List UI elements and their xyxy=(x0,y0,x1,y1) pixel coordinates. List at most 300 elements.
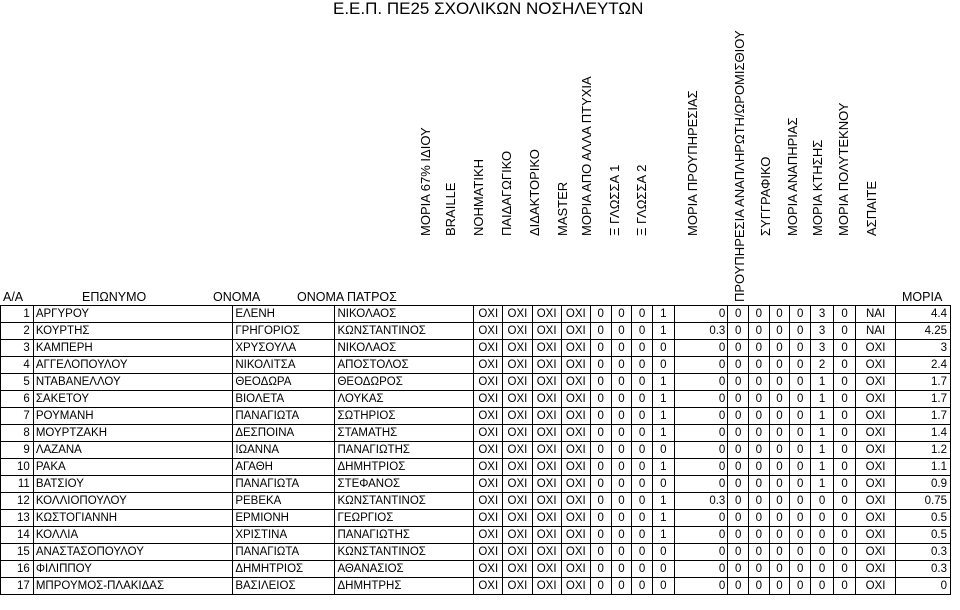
table-cell: 0 xyxy=(769,306,790,323)
table-cell: 0 xyxy=(728,408,749,425)
table-cell: ΚΩΝΣΤΑΝΤΙΝΟΣ xyxy=(335,493,474,510)
table-cell: 1.7 xyxy=(896,391,951,408)
table-cell: ΟΧΙ xyxy=(856,357,896,374)
table-cell: ΟΧΙ xyxy=(561,306,590,323)
table-cell: 14 xyxy=(1,527,34,544)
table-cell: 0 xyxy=(611,493,632,510)
table-cell: 0.9 xyxy=(896,476,951,493)
table-cell: ΟΧΙ xyxy=(474,510,503,527)
table-cell: 0 xyxy=(790,442,811,459)
table-cell: 0 xyxy=(674,306,728,323)
table-cell: 0 xyxy=(790,323,811,340)
table-cell: 0 xyxy=(652,357,674,374)
table-cell: 1 xyxy=(652,306,674,323)
results-table xyxy=(0,305,951,595)
table-cell: 0 xyxy=(790,578,811,595)
table-cell: ΟΧΙ xyxy=(532,442,561,459)
vertical-header-12: ΣΥΓΓΡΑΦΙΚΟ xyxy=(758,156,773,236)
table-cell: ΘΕΟΔΩΡΑ xyxy=(233,374,335,391)
table-cell: 0 xyxy=(748,442,769,459)
table-cell: 0 xyxy=(632,357,653,374)
table-cell: ΑΠΟΣΤΟΛΟΣ xyxy=(335,357,474,374)
table-cell: ΚΟΛΛΙΑ xyxy=(33,527,232,544)
table-cell: 2 xyxy=(811,357,834,374)
table-cell: ΟΧΙ xyxy=(474,476,503,493)
table-cell: 0 xyxy=(834,408,856,425)
table-cell: ΣΤΑΜΑΤΗΣ xyxy=(335,425,474,442)
table-row xyxy=(1,527,951,544)
table-cell: 0 xyxy=(611,425,632,442)
table-cell: ΟΧΙ xyxy=(474,561,503,578)
table-cell: ΕΡΜΙΟΝΗ xyxy=(233,510,335,527)
table-cell: 0 xyxy=(834,306,856,323)
table-cell: ΟΧΙ xyxy=(561,340,590,357)
table-cell: ΟΧΙ xyxy=(856,425,896,442)
table-cell: ΔΗΜΗΤΡΙΟΣ xyxy=(335,459,474,476)
table-cell: ΟΧΙ xyxy=(474,391,503,408)
table-cell: 0 xyxy=(769,510,790,527)
table-cell: 0 xyxy=(748,510,769,527)
table-cell: ΡΟΥΜΑΝΗ xyxy=(33,408,232,425)
table-cell: 0 xyxy=(590,527,611,544)
table-cell: 0 xyxy=(674,561,728,578)
table-row xyxy=(1,459,951,476)
table-cell: 0 xyxy=(790,306,811,323)
table-cell: 0 xyxy=(590,408,611,425)
table-cell: 1 xyxy=(652,493,674,510)
table-cell: 0 xyxy=(674,391,728,408)
table-cell: 0 xyxy=(652,340,674,357)
table-cell: 0 xyxy=(632,561,653,578)
table-cell: 0 xyxy=(748,357,769,374)
table-cell: 1.4 xyxy=(896,425,951,442)
table-cell: ΝΙΚΟΛΙΤΣΑ xyxy=(233,357,335,374)
table-cell: 0 xyxy=(834,374,856,391)
table-cell: ΟΧΙ xyxy=(561,357,590,374)
vertical-header-6: MASTER xyxy=(555,181,570,236)
table-cell: ΟΧΙ xyxy=(561,493,590,510)
table-cell: 0 xyxy=(611,357,632,374)
table-cell: 1 xyxy=(652,510,674,527)
table-cell: ΟΧΙ xyxy=(856,561,896,578)
table-cell: 0 xyxy=(811,493,834,510)
table-cell: ΠΑΝΑΓΙΩΤΗΣ xyxy=(335,442,474,459)
vertical-header-2: BRAILLE xyxy=(443,182,458,236)
table-cell: 7 xyxy=(1,408,34,425)
table-cell: ΟΧΙ xyxy=(503,323,532,340)
table-cell: 0 xyxy=(748,476,769,493)
table-cell: ΟΧΙ xyxy=(532,510,561,527)
table-cell: ΙΩΑΝΝΑ xyxy=(233,442,335,459)
vertical-header-7: ΜΟΡΙΑ ΑΠΟ ΑΛΛΑ ΠΤΥΧΙΑ xyxy=(579,76,594,236)
table-cell: ΣΤΕΦΑΝΟΣ xyxy=(335,476,474,493)
table-cell: 5 xyxy=(1,374,34,391)
table-cell: 0 xyxy=(590,306,611,323)
table-cell: 0 xyxy=(632,510,653,527)
table-cell: ΟΧΙ xyxy=(561,544,590,561)
table-cell: ΟΧΙ xyxy=(856,459,896,476)
table-cell: ΟΧΙ xyxy=(856,578,896,595)
table-cell: 0 xyxy=(811,527,834,544)
table-cell: 0 xyxy=(769,476,790,493)
table-cell: 0 xyxy=(674,459,728,476)
table-cell: 0 xyxy=(769,357,790,374)
table-cell: 0 xyxy=(728,306,749,323)
table-cell: 0 xyxy=(748,561,769,578)
table-cell: 0 xyxy=(769,408,790,425)
table-cell: ΠΑΝΑΓΙΩΤΑ xyxy=(233,408,335,425)
table-cell: 0 xyxy=(834,527,856,544)
table-cell: 0 xyxy=(674,578,728,595)
table-cell: 0 xyxy=(790,391,811,408)
table-cell: 0 xyxy=(748,374,769,391)
table-cell: 0 xyxy=(748,459,769,476)
table-cell: 0 xyxy=(748,340,769,357)
table-cell: 3 xyxy=(896,340,951,357)
vertical-header-15: ΜΟΡΙΑ ΠΟΛΥΤΕΚΝΟΥ xyxy=(836,102,851,236)
table-cell: ΟΧΙ xyxy=(474,544,503,561)
table-cell: ΧΡΥΣΟΥΛΑ xyxy=(233,340,335,357)
table-cell: 0 xyxy=(632,408,653,425)
table-cell: ΟΧΙ xyxy=(532,306,561,323)
table-cell: 0 xyxy=(790,459,811,476)
table-cell: ΟΧΙ xyxy=(856,527,896,544)
table-cell: 0 xyxy=(632,476,653,493)
table-cell: 0 xyxy=(611,561,632,578)
table-cell: ΔΗΜΗΤΡΗΣ xyxy=(335,578,474,595)
table-cell: 0 xyxy=(769,561,790,578)
table-cell: 0 xyxy=(790,340,811,357)
table-cell: 1 xyxy=(811,408,834,425)
table-cell: 0 xyxy=(748,578,769,595)
table-cell: 0 xyxy=(811,578,834,595)
table-cell: 0 xyxy=(728,459,749,476)
table-cell: ΟΧΙ xyxy=(503,357,532,374)
table-cell: ΟΧΙ xyxy=(474,306,503,323)
table-cell: ΟΧΙ xyxy=(474,425,503,442)
table-cell: 0 xyxy=(790,476,811,493)
table-cell: 0 xyxy=(728,544,749,561)
table-cell: 2 xyxy=(1,323,34,340)
table-cell: 1.7 xyxy=(896,374,951,391)
table-cell: 0 xyxy=(728,425,749,442)
table-cell: ΟΧΙ xyxy=(856,493,896,510)
table-cell: ΟΧΙ xyxy=(561,527,590,544)
table-cell: ΟΧΙ xyxy=(474,340,503,357)
table-cell: 0 xyxy=(834,391,856,408)
table-cell: 0 xyxy=(769,323,790,340)
table-cell: 1.2 xyxy=(896,442,951,459)
table-cell: ΟΧΙ xyxy=(561,374,590,391)
table-cell: ΟΧΙ xyxy=(503,578,532,595)
table-cell: 0 xyxy=(790,425,811,442)
table-cell: 0 xyxy=(674,510,728,527)
table-cell: ΡΕΒΕΚΑ xyxy=(233,493,335,510)
table-cell: 11 xyxy=(1,476,34,493)
table-cell: ΟΧΙ xyxy=(503,425,532,442)
table-cell: 0.3 xyxy=(674,493,728,510)
table-cell: ΑΓΑΘΗ xyxy=(233,459,335,476)
table-cell: 0 xyxy=(590,476,611,493)
vertical-header-1: ΜΟΡΙΑ 67% ΙΔΙΟΥ xyxy=(418,127,433,236)
table-cell: 0 xyxy=(590,544,611,561)
table-cell: ΡΑΚΑ xyxy=(33,459,232,476)
table-cell: ΚΩΣΤΟΓΙΑΝΝΗ xyxy=(33,510,232,527)
table-cell: 0 xyxy=(674,374,728,391)
table-cell: ΟΧΙ xyxy=(474,578,503,595)
table-cell: 0 xyxy=(632,340,653,357)
table-cell: ΚΑΜΠΕΡΗ xyxy=(33,340,232,357)
table-cell: 0 xyxy=(834,510,856,527)
table-cell: ΟΧΙ xyxy=(561,510,590,527)
table-cell: 8 xyxy=(1,425,34,442)
table-cell: 0 xyxy=(590,578,611,595)
table-cell: ΟΧΙ xyxy=(503,493,532,510)
table-cell: ΟΧΙ xyxy=(503,306,532,323)
table-cell: 0 xyxy=(811,561,834,578)
table-cell: 2.4 xyxy=(896,357,951,374)
table-cell: 0 xyxy=(590,323,611,340)
table-cell: 0 xyxy=(834,578,856,595)
table-cell: 0 xyxy=(790,357,811,374)
vertical-header-9: Ξ ΓΛΩΣΣΑ 2 xyxy=(634,164,649,236)
table-cell: 0 xyxy=(748,527,769,544)
table-cell: 0 xyxy=(748,306,769,323)
table-cell: 1 xyxy=(652,323,674,340)
table-cell: ΟΧΙ xyxy=(532,578,561,595)
table-cell: 1 xyxy=(652,391,674,408)
table-cell: 0 xyxy=(728,578,749,595)
table-cell: 0 xyxy=(590,459,611,476)
table-cell: 0 xyxy=(790,408,811,425)
table-cell: ΣΑΚΕΤΟΥ xyxy=(33,391,232,408)
table-cell: ΜΠΡΟΥΜΟΣ-ΠΛΑΚΙΔΑΣ xyxy=(33,578,232,595)
table-cell: ΟΧΙ xyxy=(503,476,532,493)
table-row xyxy=(1,425,951,442)
table-cell: 0 xyxy=(769,578,790,595)
table-cell: ΟΧΙ xyxy=(532,425,561,442)
table-cell: 0 xyxy=(611,374,632,391)
table-cell: ΟΧΙ xyxy=(561,323,590,340)
table-cell: 0 xyxy=(590,340,611,357)
table-cell: ΟΧΙ xyxy=(503,408,532,425)
table-cell: 0 xyxy=(674,425,728,442)
table-cell: ΟΧΙ xyxy=(856,442,896,459)
table-cell: 1 xyxy=(652,527,674,544)
table-cell: 0 xyxy=(728,323,749,340)
table-cell: ΚΟΥΡΤΗΣ xyxy=(33,323,232,340)
table-cell: 0 xyxy=(674,476,728,493)
table-cell: 0 xyxy=(652,544,674,561)
vertical-header-3: ΝΟΗΜΑΤΙΚΗ xyxy=(471,158,486,236)
table-cell: 0 xyxy=(611,442,632,459)
table-cell: ΟΧΙ xyxy=(532,544,561,561)
table-cell: 0 xyxy=(611,340,632,357)
table-cell: 0 xyxy=(674,340,728,357)
table-row xyxy=(1,306,951,323)
table-row xyxy=(1,510,951,527)
table-cell: 0 xyxy=(590,493,611,510)
table-cell: 0 xyxy=(611,391,632,408)
table-cell: 0 xyxy=(728,374,749,391)
table-cell: ΑΡΓΥΡΟΥ xyxy=(33,306,232,323)
table-cell: 0 xyxy=(769,527,790,544)
table-cell: 0 xyxy=(652,442,674,459)
table-cell: 0 xyxy=(611,476,632,493)
table-cell: 0 xyxy=(590,442,611,459)
table-cell: 0 xyxy=(611,510,632,527)
table-cell: ΛΑΖΑΝΑ xyxy=(33,442,232,459)
table-cell: 15 xyxy=(1,544,34,561)
table-cell: 3 xyxy=(1,340,34,357)
table-cell: 0 xyxy=(769,459,790,476)
table-cell: 0 xyxy=(790,544,811,561)
vertical-header-10: ΜΟΡΙΑ ΠΡΟΥΠΗΡΕΣΙΑΣ xyxy=(685,90,700,236)
table-cell: ΟΧΙ xyxy=(503,391,532,408)
table-cell: ΟΧΙ xyxy=(532,357,561,374)
table-cell: 6 xyxy=(1,391,34,408)
table-cell: 1 xyxy=(811,391,834,408)
table-cell: ΟΧΙ xyxy=(532,408,561,425)
table-cell: ΟΧΙ xyxy=(532,323,561,340)
table-cell: 0.5 xyxy=(896,527,951,544)
table-cell: 0 xyxy=(632,459,653,476)
table-cell: ΟΧΙ xyxy=(561,561,590,578)
table-cell: 0 xyxy=(611,306,632,323)
table-row xyxy=(1,578,951,595)
table-cell: ΚΩΝΣΤΑΝΤΙΝΟΣ xyxy=(335,323,474,340)
table-cell: ΕΛΕΝΗ xyxy=(233,306,335,323)
table-cell: ΟΧΙ xyxy=(561,459,590,476)
table-row xyxy=(1,374,951,391)
vertical-header-14: ΜΟΡΙΑ ΚΤΗΣΗΣ xyxy=(810,139,825,236)
table-row xyxy=(1,442,951,459)
table-cell: 1.1 xyxy=(896,459,951,476)
table-cell: ΟΧΙ xyxy=(532,391,561,408)
table-cell: 0 xyxy=(590,561,611,578)
header-aa: Α/Α xyxy=(3,290,24,304)
table-cell: ΟΧΙ xyxy=(532,340,561,357)
table-cell: 0 xyxy=(811,510,834,527)
table-cell: 0.3 xyxy=(896,544,951,561)
table-cell: 0 xyxy=(769,425,790,442)
table-cell: ΑΝΑΣΤΑΣΟΠΟΥΛΟΥ xyxy=(33,544,232,561)
table-cell: 4.25 xyxy=(896,323,951,340)
table-cell: 0 xyxy=(728,391,749,408)
table-cell: 1 xyxy=(811,442,834,459)
table-cell: ΟΧΙ xyxy=(561,476,590,493)
table-cell: 0 xyxy=(590,425,611,442)
table-cell: ΓΡΗΓΟΡΙΟΣ xyxy=(233,323,335,340)
table-row xyxy=(1,391,951,408)
table-cell: 0 xyxy=(728,476,749,493)
table-cell: ΓΕΩΡΓΙΟΣ xyxy=(335,510,474,527)
table-cell: ΟΧΙ xyxy=(561,578,590,595)
table-cell: ΜΟΥΡΤΖΑΚΗ xyxy=(33,425,232,442)
table-cell: 0.75 xyxy=(896,493,951,510)
table-cell: 0 xyxy=(728,357,749,374)
table-cell: ΚΩΝΣΤΑΝΤΙΝΟΣ xyxy=(335,544,474,561)
table-cell: 1 xyxy=(811,459,834,476)
table-cell: 3 xyxy=(811,340,834,357)
table-cell: 0 xyxy=(834,425,856,442)
table-cell: 0 xyxy=(611,578,632,595)
table-cell: 4.4 xyxy=(896,306,951,323)
table-cell: ΝΑΙ xyxy=(856,323,896,340)
table-cell: 3 xyxy=(811,306,834,323)
table-cell: ΧΡΙΣΤΙΝΑ xyxy=(233,527,335,544)
table-cell: ΒΑΤΣΙΟΥ xyxy=(33,476,232,493)
table-cell: 0 xyxy=(834,459,856,476)
table-cell: 1 xyxy=(652,459,674,476)
table-row xyxy=(1,476,951,493)
table-cell: 0 xyxy=(652,476,674,493)
table-cell: 13 xyxy=(1,510,34,527)
table-cell: 0 xyxy=(834,357,856,374)
table-cell: 0 xyxy=(632,544,653,561)
table-cell: 0 xyxy=(632,391,653,408)
table-cell: 0 xyxy=(590,391,611,408)
table-row xyxy=(1,323,951,340)
table-cell: 1 xyxy=(652,408,674,425)
table-cell: ΣΩΤΗΡΙΟΣ xyxy=(335,408,474,425)
table-cell: 0 xyxy=(632,425,653,442)
table-cell: 0 xyxy=(790,510,811,527)
table-cell: ΟΧΙ xyxy=(532,476,561,493)
table-cell: ΟΧΙ xyxy=(856,391,896,408)
table-cell: ΟΧΙ xyxy=(503,561,532,578)
table-cell: 0 xyxy=(632,527,653,544)
table-cell: ΟΧΙ xyxy=(561,442,590,459)
table-cell: ΚΟΛΛΙΟΠΟΥΛΟΥ xyxy=(33,493,232,510)
table-cell: ΑΘΑΝΑΣΙΟΣ xyxy=(335,561,474,578)
table-cell: ΒΙΟΛΕΤΑ xyxy=(233,391,335,408)
table-cell: 0 xyxy=(674,357,728,374)
vertical-header-13: ΜΟΡΙΑ ΑΝΑΠΗΡΙΑΣ xyxy=(785,117,800,236)
table-cell: ΔΕΣΠΟΙΝΑ xyxy=(233,425,335,442)
table-cell: 0 xyxy=(769,374,790,391)
vertical-header-11: ΠΡΟΥΠΗΡΕΣΙΑ ΑΝΑΠΛΗΡΩΤΗ/ΩΡΟΜΙΣΘΙΟΥ xyxy=(732,30,747,302)
table-cell: 0 xyxy=(632,442,653,459)
table-cell: ΠΑΝΑΓΙΩΤΗΣ xyxy=(335,527,474,544)
header-name: ΟΝΟΜΑ xyxy=(213,290,261,304)
table-cell: 0 xyxy=(769,442,790,459)
table-cell: 0 xyxy=(632,578,653,595)
table-cell: ΟΧΙ xyxy=(856,408,896,425)
table-cell: ΟΧΙ xyxy=(532,493,561,510)
table-cell: ΟΧΙ xyxy=(474,442,503,459)
table-cell: 0 xyxy=(674,408,728,425)
table-cell: ΟΧΙ xyxy=(474,323,503,340)
table-cell: ΟΧΙ xyxy=(503,544,532,561)
table-cell: ΒΑΣΙΛΕΙΟΣ xyxy=(233,578,335,595)
table-cell: 1 xyxy=(811,374,834,391)
table-cell: 0 xyxy=(652,578,674,595)
table-cell: 0 xyxy=(728,493,749,510)
table-cell: ΝΑΙ xyxy=(856,306,896,323)
table-cell: 0 xyxy=(748,425,769,442)
vertical-header-16: ΑΣΠΑΙΤΕ xyxy=(864,181,879,236)
table-cell: 0 xyxy=(834,476,856,493)
table-cell: ΝΙΚΟΛΑΟΣ xyxy=(335,340,474,357)
table-cell: 1.7 xyxy=(896,408,951,425)
table-row xyxy=(1,561,951,578)
table-cell: 9 xyxy=(1,442,34,459)
table-cell: 0 xyxy=(674,442,728,459)
table-cell: ΟΧΙ xyxy=(532,374,561,391)
table-cell: 0 xyxy=(632,323,653,340)
table-cell: ΟΧΙ xyxy=(856,374,896,391)
